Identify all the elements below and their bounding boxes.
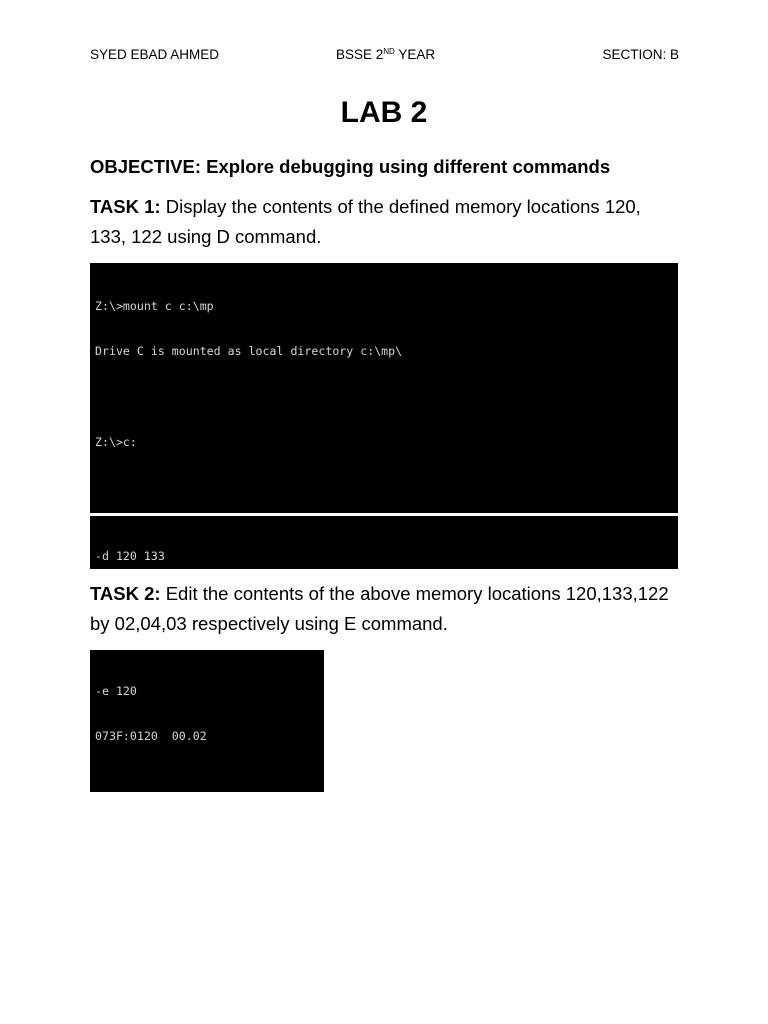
debug-console-screenshot-1 bbox=[90, 263, 678, 513]
console-line bbox=[95, 480, 678, 495]
console-line: Z:\>mount c c:\mp bbox=[95, 299, 214, 314]
page-title: LAB 2 bbox=[340, 96, 428, 129]
console-line: -e 120 bbox=[95, 684, 137, 699]
task-2-text: Edit the contents of the above memory locations 120,133,122 by 02,04,03 respectively using E command. bbox=[90, 583, 669, 634]
task-2-paragraph bbox=[90, 579, 680, 639]
task-1-label: TASK 1: bbox=[90, 196, 161, 217]
console-line bbox=[95, 775, 324, 790]
console-line: -d 120 133 bbox=[95, 549, 165, 564]
console-line bbox=[95, 390, 678, 405]
program-prefix: BSSE 2 bbox=[336, 47, 384, 62]
objective-heading: OBJECTIVE: Explore debugging using different commands bbox=[90, 156, 611, 177]
debug-console-screenshot-3 bbox=[90, 650, 324, 792]
program-year bbox=[336, 47, 435, 62]
author-name: SYED EBAD AHMED bbox=[90, 47, 220, 62]
program-superscript: ND bbox=[383, 47, 395, 56]
task-1-text: Display the contents of the defined memory locations 120, 133, 122 using D command. bbox=[90, 196, 641, 247]
page-header bbox=[90, 47, 679, 65]
debug-console-screenshot-2 bbox=[90, 516, 678, 569]
task-2-label: TASK 2: bbox=[90, 583, 161, 604]
console-line: 073F:0120 00.02 bbox=[95, 729, 207, 744]
console-line: Z:\>c: bbox=[95, 435, 137, 450]
section-label: SECTION: B bbox=[602, 47, 679, 62]
console-line: Drive C is mounted as local directory c:\mp\ bbox=[95, 344, 403, 359]
program-suffix: YEAR bbox=[394, 47, 436, 62]
task-1-paragraph bbox=[90, 192, 680, 252]
